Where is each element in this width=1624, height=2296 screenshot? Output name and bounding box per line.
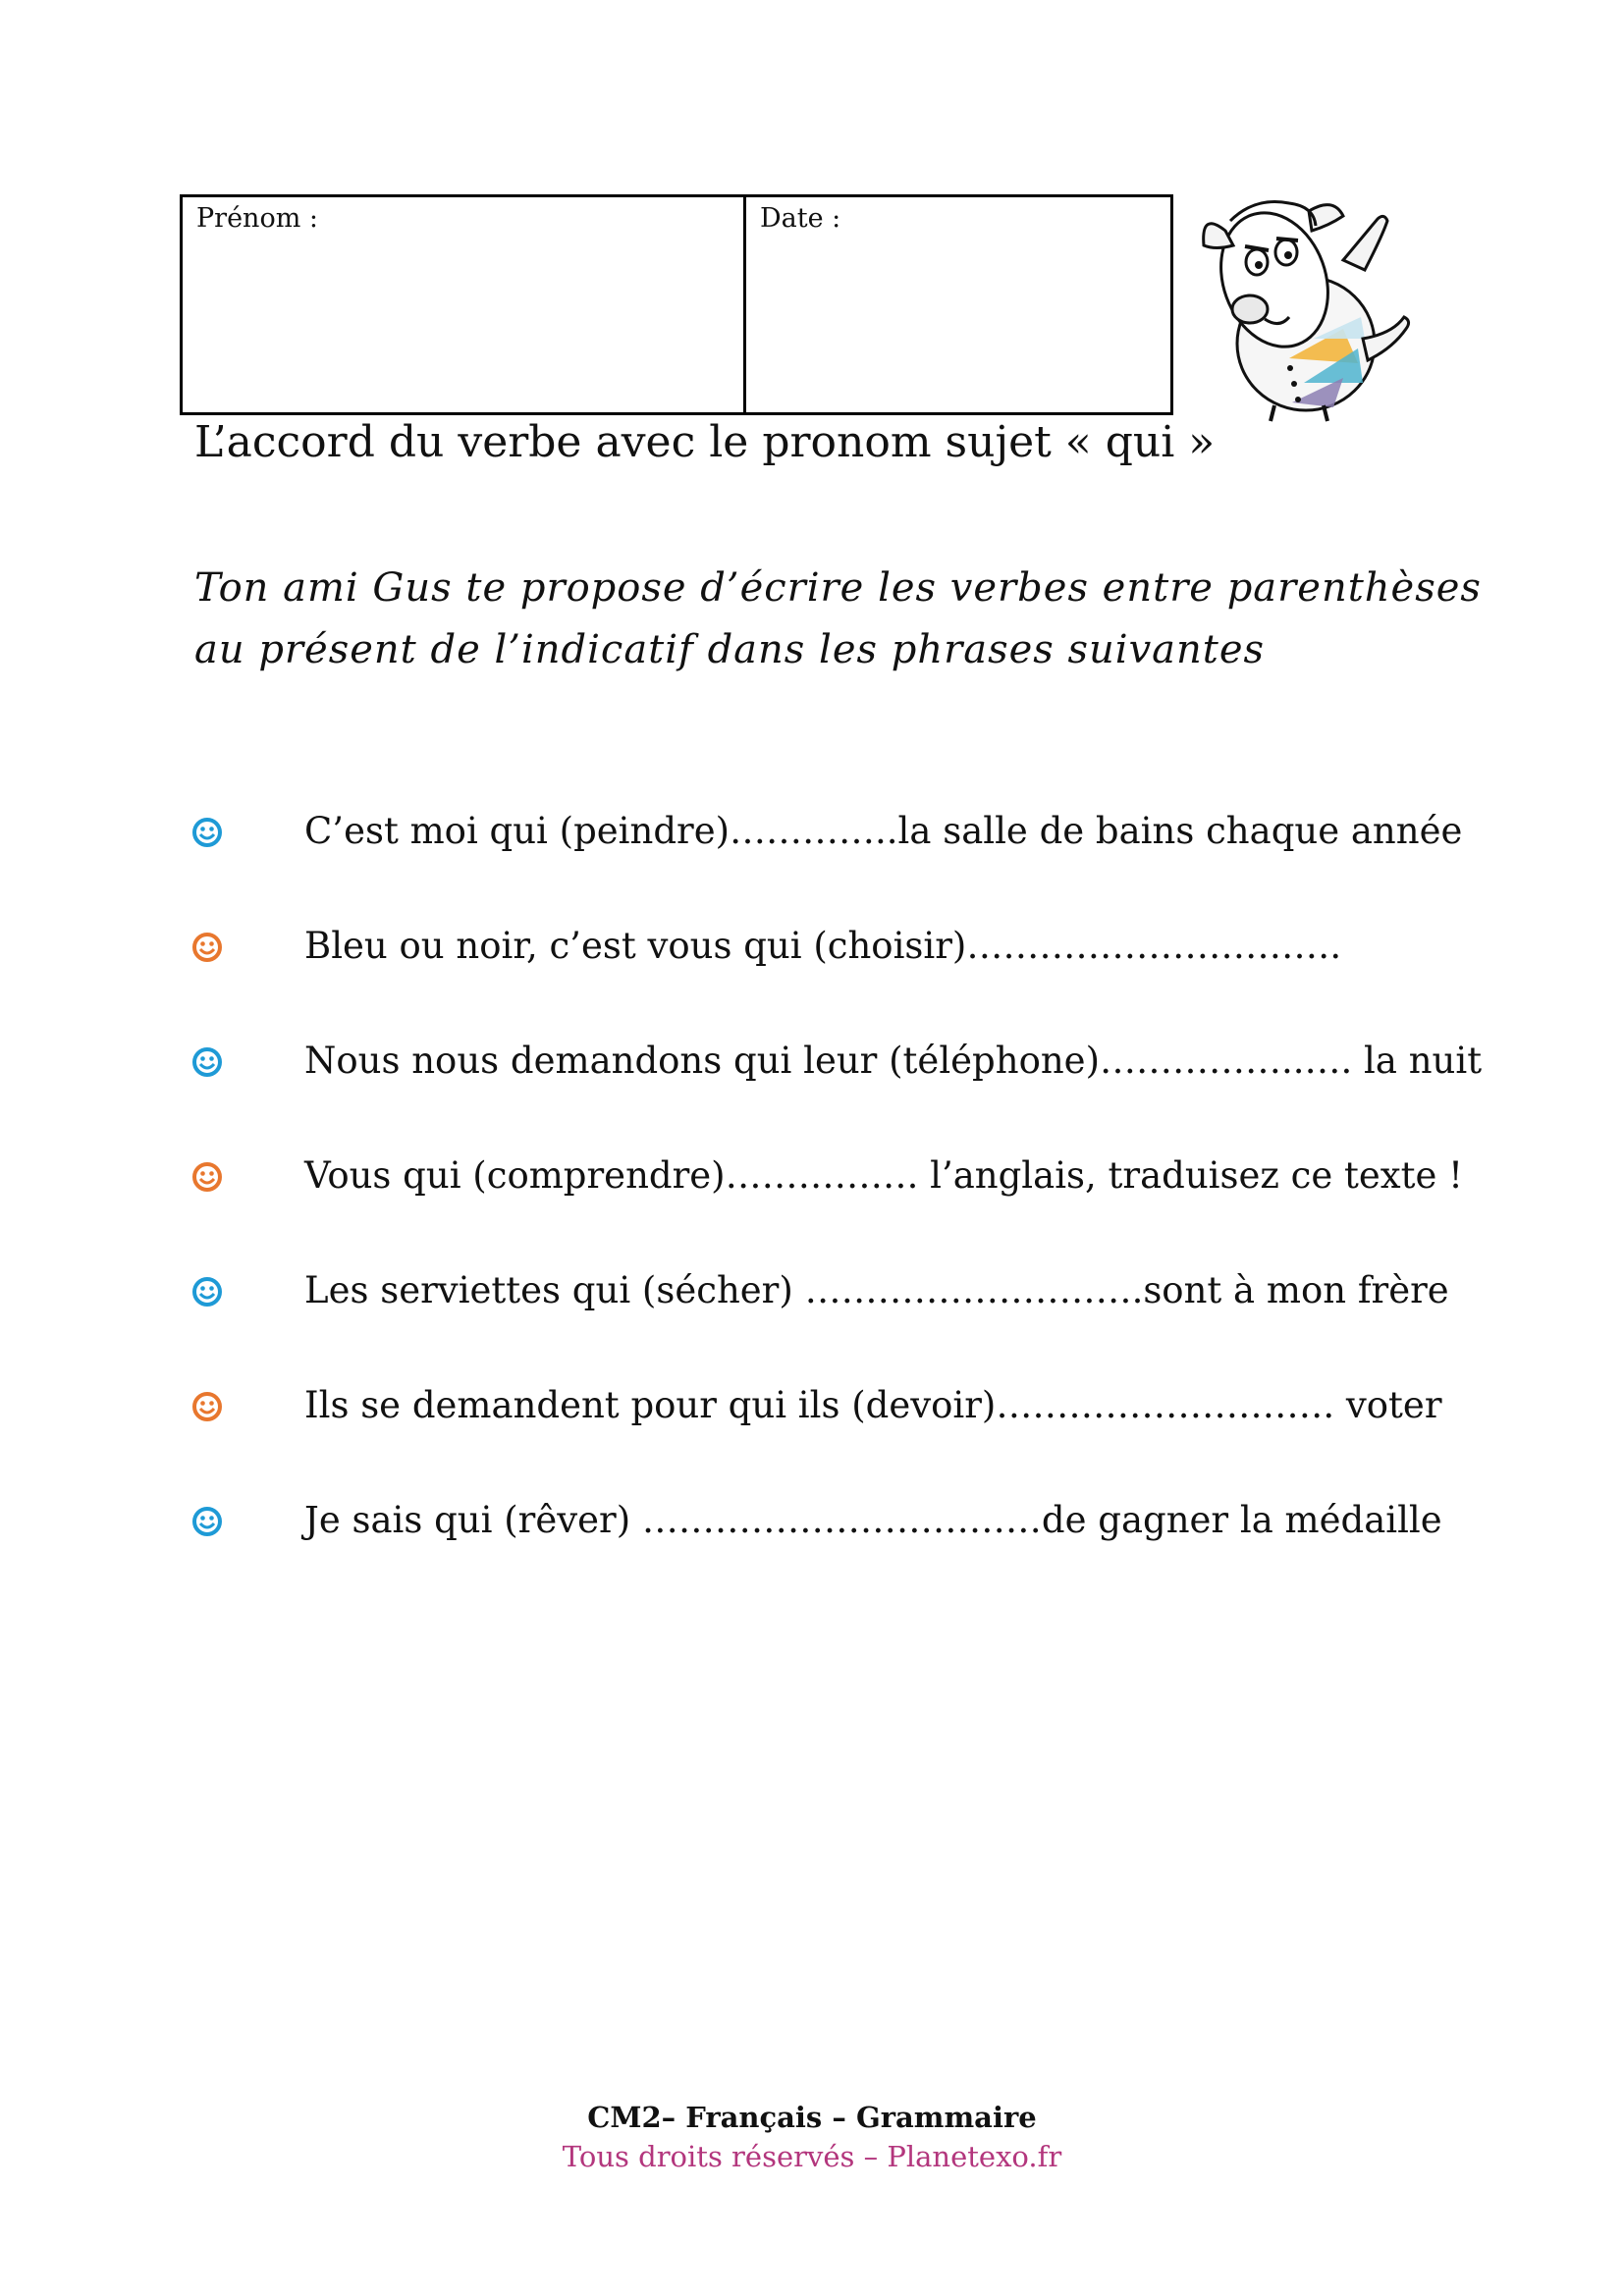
exercise-sentence: Bleu ou noir, c’est vous qui (choisir)…………………………. — [304, 925, 1342, 967]
first-name-field[interactable] — [183, 197, 746, 412]
date-field[interactable] — [746, 197, 1170, 412]
exercise-item — [191, 1269, 1468, 1384]
smiley-icon — [191, 1391, 223, 1422]
instruction-text — [194, 558, 1490, 681]
footer-copyright: Tous droits réservés – Planetexo.fr — [562, 2140, 1062, 2173]
exercise-item — [191, 1154, 1468, 1269]
exercise-sentence: Nous nous demandons qui leur (téléphone)……………..…. la nuit — [304, 1040, 1483, 1082]
smiley-icon — [191, 1276, 223, 1308]
exercise-sentence: Je sais qui (rêver) ……………………………de gagner la médaille — [304, 1499, 1442, 1541]
smiley-icon — [191, 1046, 223, 1078]
smiley-icon — [191, 817, 223, 848]
student-info-table — [180, 194, 1173, 415]
exercise-item — [191, 1499, 1468, 1614]
instruction-line-1: Ton ami Gus te propose d’écrire les verbes entre parenthèses — [194, 565, 1482, 611]
smiley-icon — [191, 1161, 223, 1193]
exercise-sentence: Ils se demandent pour qui ils (devoir)………………………. voter — [304, 1384, 1442, 1426]
page-title: L’accord du verbe avec le pronom sujet « qui » — [194, 417, 1216, 467]
footer-title: CM2– Français – Grammaire — [587, 2101, 1037, 2134]
exercise-item — [191, 1040, 1483, 1154]
instruction-line-2: au présent de l’indicatif dans les phrases suivantes — [194, 627, 1266, 672]
smiley-icon — [191, 932, 223, 963]
exercise-list — [191, 810, 1483, 1614]
smiley-icon — [191, 1506, 223, 1537]
exercise-sentence: Vous qui (comprendre)……………. l’anglais, traduisez ce texte ! — [304, 1154, 1464, 1197]
exercise-sentence: C’est moi qui (peindre)…………..la salle de bains chaque année — [304, 810, 1463, 852]
exercise-item — [191, 810, 1468, 925]
exercise-sentence: Les serviettes qui (sécher) ……………………….sont à mon frère — [304, 1269, 1449, 1311]
date-label: Date : — [760, 203, 841, 234]
exercise-item — [191, 1384, 1468, 1499]
sheep-mascot-icon — [1196, 191, 1422, 422]
exercise-item — [191, 925, 1468, 1040]
first-name-label: Prénom : — [196, 203, 318, 234]
